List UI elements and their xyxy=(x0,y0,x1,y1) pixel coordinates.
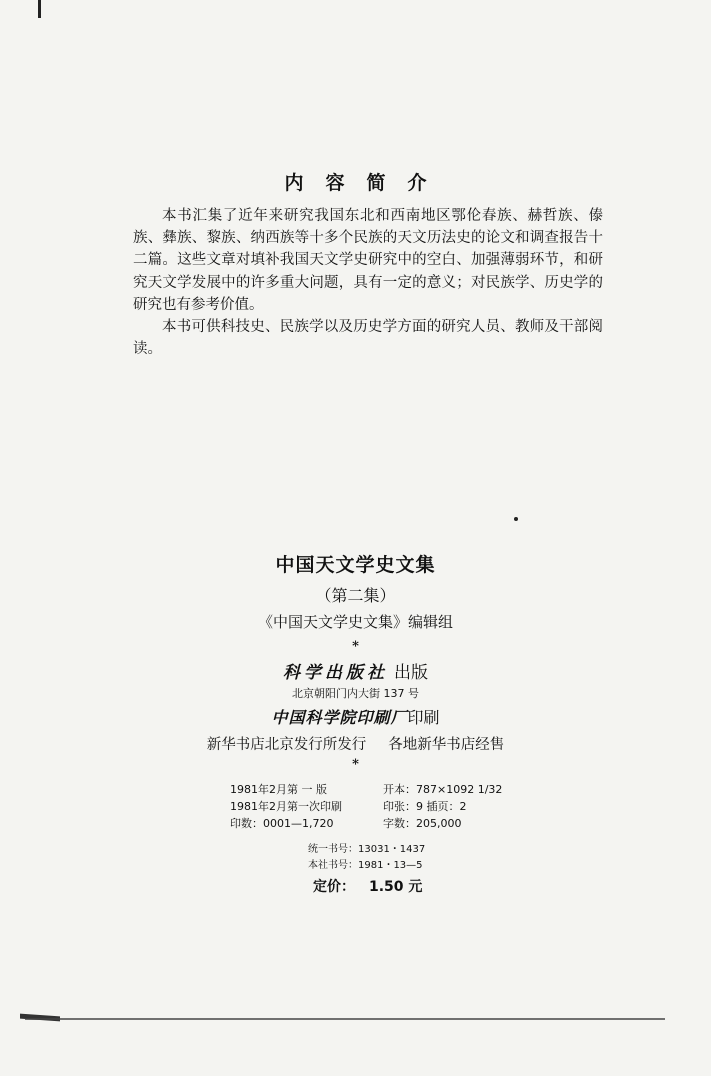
volume-label: （第二集） xyxy=(315,586,396,605)
distributor: 新华书店北京发行所发行 xyxy=(206,737,367,753)
separator-star: * xyxy=(352,639,359,654)
summary-title: 内容简介 xyxy=(284,172,449,194)
retailer: 各地新华书店经售 xyxy=(388,737,505,753)
first-edition: 1981年2月第 一 版 xyxy=(230,783,327,796)
corner-scan-mark xyxy=(38,0,41,18)
word-count: 字数：205,000 xyxy=(383,817,462,830)
price xyxy=(313,876,422,896)
editor-line: 《中国天文学史文集》编辑组 xyxy=(257,613,453,631)
summary-body xyxy=(133,205,603,360)
summary-paragraph-2: 本书可供科技史、民族学以及历史学方面的研究人员、教师及干部阅读。 xyxy=(133,319,603,358)
speck xyxy=(514,517,518,521)
printer-name: 中国科学院印刷厂 xyxy=(271,708,408,727)
first-printing: 1981年2月第一次印刷 xyxy=(230,800,342,813)
publisher-address: 北京朝阳门内大街 137 号 xyxy=(292,687,419,700)
bottom-rule xyxy=(25,1018,665,1020)
summary-paragraph-1: 本书汇集了近年来研究我国东北和西南地区鄂伦春族、赫哲族、傣族、彝族、黎族、纳西族等十多个民族的天文历法史的论文和调查报告十二篇。这些文章对填补我国天文学史研究中的空白、加强薄弱环节，和研究天文学发展中的许多重大问题，具有一定的意义；对民族学、历史学的研究也有参考价值。 xyxy=(133,208,603,313)
print-run: 印数：0001—1,720 xyxy=(230,817,334,830)
format: 开本：787×1092 1/32 xyxy=(383,783,503,796)
house-book-number: 本社书号：1981・13—5 xyxy=(308,860,423,871)
unified-book-number: 统一书号：13031・1437 xyxy=(308,844,426,855)
sheets: 印张：9 插页：2 xyxy=(383,800,467,813)
separator-star: * xyxy=(352,757,359,772)
distribution-line xyxy=(0,733,711,754)
publisher-line xyxy=(0,658,711,683)
price-value: 1.50 元 xyxy=(369,879,423,895)
printer-action: 印刷 xyxy=(407,708,440,727)
book-title: 中国天文学史文集 xyxy=(275,554,436,576)
publisher-name: 科学出版社 xyxy=(283,663,388,683)
printer-line xyxy=(0,705,711,728)
price-label: 定价： xyxy=(313,879,355,895)
publisher-action: 出版 xyxy=(394,663,428,683)
